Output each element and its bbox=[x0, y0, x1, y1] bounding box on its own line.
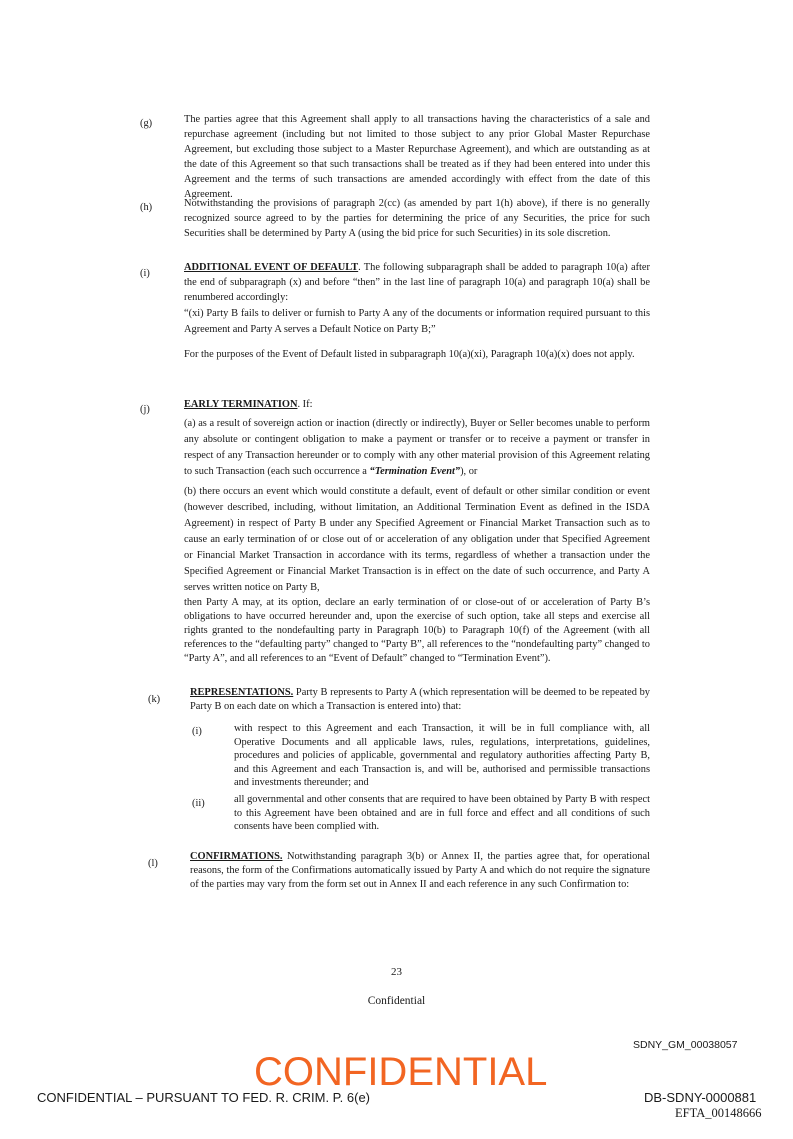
termination-event-term: “Termination Event” bbox=[369, 466, 461, 477]
section-i-label: (i) bbox=[140, 268, 150, 279]
bates-number-right: DB-SDNY-0000881 bbox=[644, 1090, 757, 1105]
section-j-b: (b) there occurs an event which would constitute a default, event of default or other similar condition or event (however described, including, without limitation, an Additional Termination Event as defined in the ISDA Agreement) in respect of Party B under any Specified Agreement or Financial Market Transaction such as to cause an early termination of or close out of or acceleration of any obligation under that Specified Agreement or Financial Market Transaction in accordance with its terms, regardless of whether a transaction under the Specified Agreement or Financial Market Transaction is in effect on the date of such occurrence, and Party A serves written notice on Party B, bbox=[184, 486, 650, 593]
efta-number: EFTA_00148666 bbox=[675, 1106, 762, 1120]
section-i-text bbox=[184, 260, 650, 305]
section-k-i-label: (i) bbox=[192, 726, 202, 737]
section-k-heading: REPRESENTATIONS. bbox=[190, 687, 294, 698]
section-j-a-text: (a) as a result of sovereign action or inaction (directly or indirectly), Buyer or Seller becomes unable to perform any absolute or contingent obligation to make a payment or transfer or to receive a payment or transfer in respect of any Transaction hereunder or to comply with any other material provision of this Agreement relating to such Transaction (each such occurrence a bbox=[184, 418, 650, 477]
section-k-ii-text: all governmental and other consents that are required to have been obtained by Party B with respect to this Agreement have been obtained and are in full force and effect and all conditions of such consents have been complied with. bbox=[234, 794, 650, 833]
bates-number-top: SDNY_GM_00038057 bbox=[633, 1039, 738, 1051]
section-i-quote: “(xi) Party B fails to deliver or furnish to Party A any of the documents or information required pursuant to this Agreement and Party A serves a Default Notice on Party B;” bbox=[184, 308, 650, 335]
section-l-text bbox=[190, 850, 650, 892]
section-g-label: (g) bbox=[140, 118, 153, 129]
section-k-body: Party B represents to Party A (which representation will be deemed to be repeated by Party B on each date on which a Transaction is entered into) that: bbox=[190, 687, 650, 712]
section-j-heading-line bbox=[184, 397, 650, 412]
section-j-a bbox=[184, 416, 650, 480]
section-l-body: Notwithstanding paragraph 3(b) or Annex II, the parties agree that, for operational reasons, the form of the Confirmations automatically issued by Party A and which do not require the signature of the parties may vary from the form set out in Annex II and each reference in any such Confirmation to: bbox=[190, 851, 650, 890]
section-l-heading: CONFIRMATIONS. bbox=[190, 851, 283, 862]
section-h-label: (h) bbox=[140, 202, 153, 213]
section-i-note: For the purposes of the Event of Default listed in subparagraph 10(a)(xi), Paragraph 10(a)(x) does not apply. bbox=[184, 349, 635, 360]
section-j-heading: EARLY TERMINATION bbox=[184, 399, 298, 410]
section-k-label: (k) bbox=[148, 694, 161, 705]
section-g-text: The parties agree that this Agreement shall apply to all transactions having the characteristics of a sale and repurchase agreement (including but not limited to those subject to any prior Global Master Repurchase Agreement, but excluding those subject to a Master Repurchase Agreement), and which are outstanding as at the date of this Agreement so that such transactions shall be treated as if they had been entered into under this Agreement and the terms of such transactions are amended accordingly with effect from the date of this Agreement. bbox=[184, 114, 650, 200]
section-j-label: (j) bbox=[140, 404, 150, 415]
page-number: 23 bbox=[391, 966, 402, 978]
section-l-label: (l) bbox=[148, 858, 158, 869]
section-i-body: . The following subparagraph shall be added to paragraph 10(a) after the end of subparagraph (x) and before “then” in the last line of paragraph 10(a) and paragraph 10(a) shall be renumbered accordingly: bbox=[184, 262, 650, 303]
section-j-a-end: ), or bbox=[460, 466, 478, 477]
section-k-ii-label: (ii) bbox=[192, 798, 205, 809]
section-i-heading: ADDITIONAL EVENT OF DEFAULT bbox=[184, 262, 359, 273]
confidential-stamp: CONFIDENTIAL bbox=[254, 1050, 548, 1094]
section-j-then: then Party A may, at its option, declare an early termination of or close-out of or acceleration of Party B’s obligations to have occurred hereunder and, upon the exercise of such option, take all steps and exercise all rights granted to the nondefaulting party in Paragraph 10(b) to Paragraph 10(f) of the Agreement (with all references to the “defaulting party” changed to “Party B”, all references to the “nondefaulting party” changed to “Party A”, and all references to an “Event of Default” changed to “Termination Event”). bbox=[184, 597, 650, 664]
grand-jury-legend: CONFIDENTIAL – PURSUANT TO FED. R. CRIM. P. 6(e) bbox=[37, 1090, 371, 1105]
confidential-footer: Confidential bbox=[367, 995, 426, 1007]
section-j-heading-suffix: . If: bbox=[297, 399, 313, 410]
section-k-text bbox=[190, 686, 650, 714]
section-h-text: Notwithstanding the provisions of paragraph 2(cc) (as amended by part 1(h) above), if there is no generally recognized source agreed to by the parties for determining the price of any Securities, the price for such Securities shall be determined by Party A (using the bid price for such Securities) in its sole discretion. bbox=[184, 198, 650, 239]
section-k-i-text: with respect to this Agreement and each Transaction, it will be in full compliance with, all Operative Documents and all applicable laws, rules, regulations, interpretations, guidelines, procedures and policies of applicable, governmental and regulatory authorities affecting Party B, and this Agreement and each Transaction is, and will be, authorised and permissible transactions and investments thereunder; and bbox=[234, 723, 650, 789]
